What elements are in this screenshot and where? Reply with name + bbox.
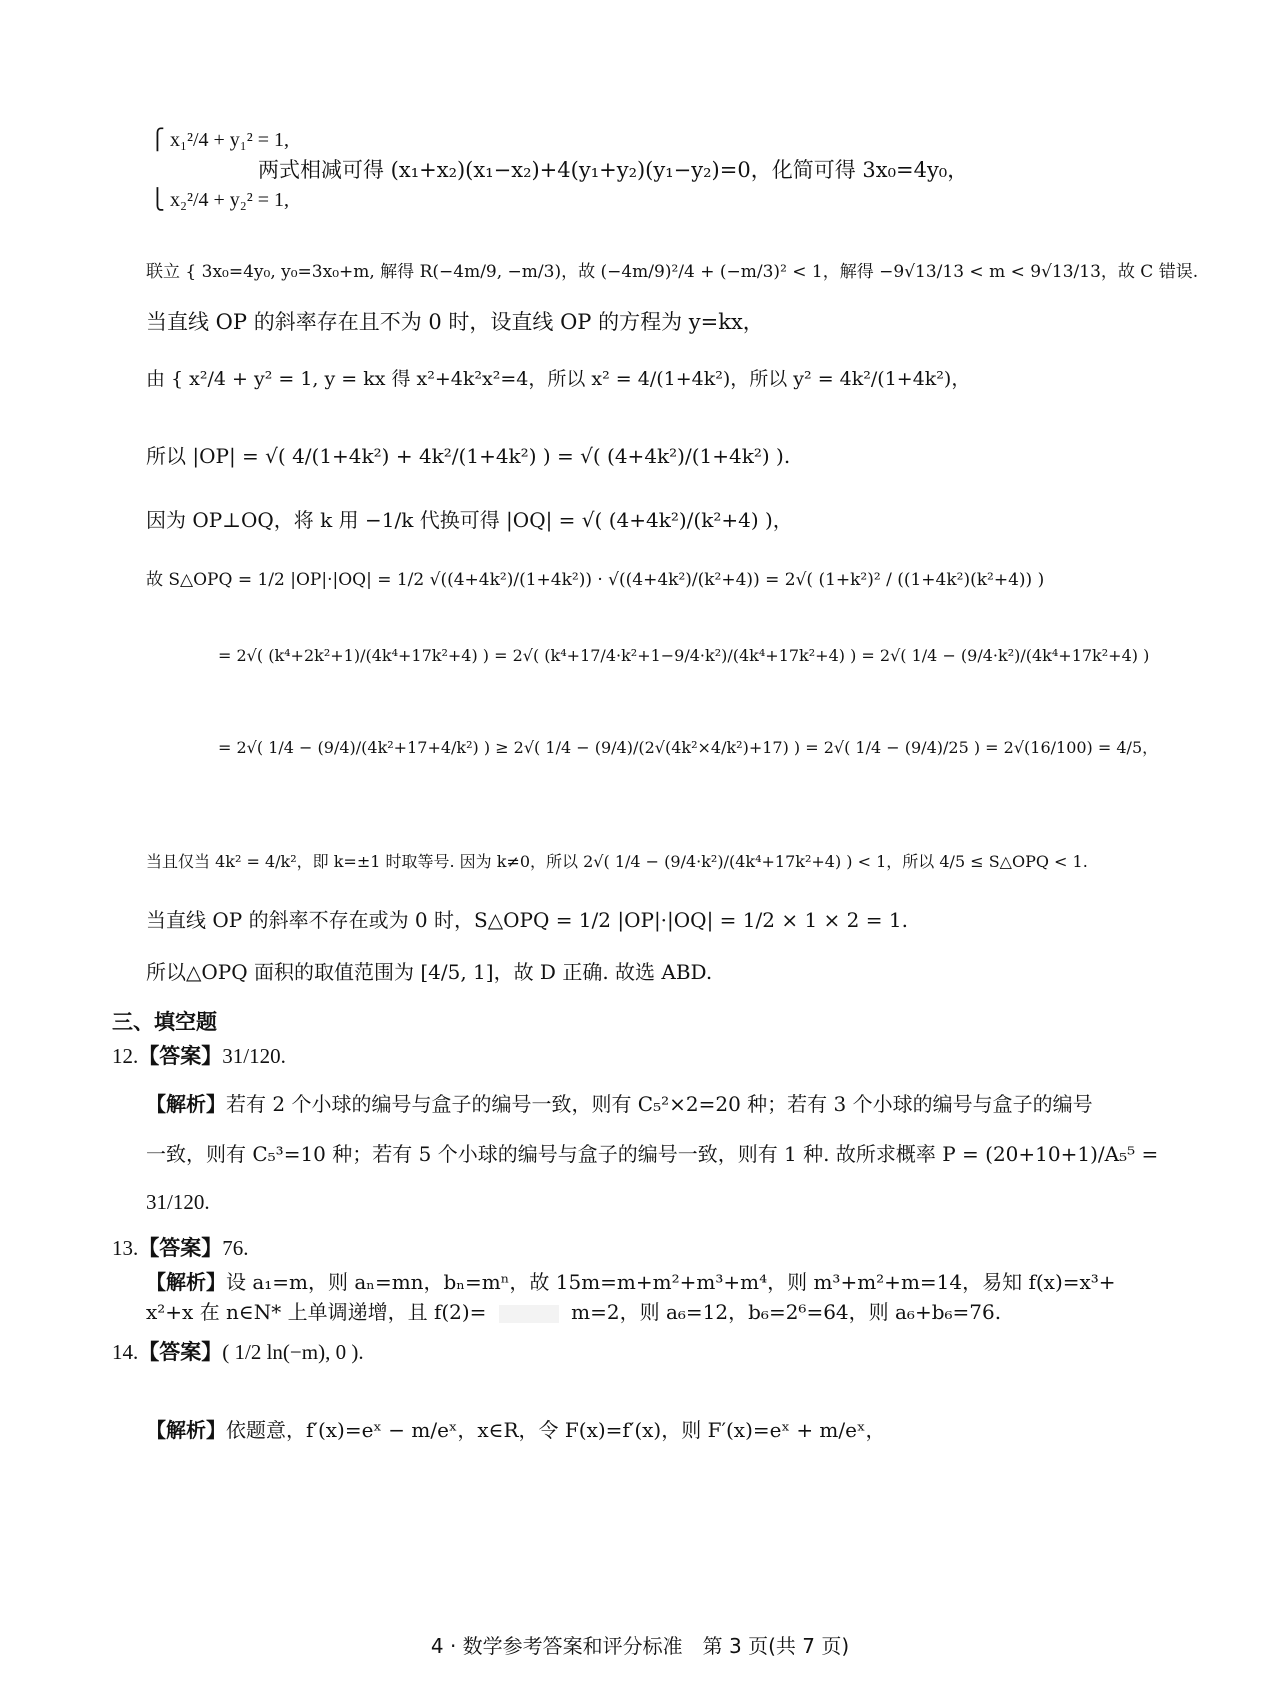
q12-analysis-3: 31/120. (146, 1190, 210, 1214)
q14-number: 14. (112, 1340, 139, 1364)
q14-answer-value: ( 1/2 ln(−m), 0 ). (222, 1340, 364, 1364)
q12-answer-value: 31/120. (222, 1044, 286, 1068)
zero-slope-case: 当直线 OP 的斜率不存在或为 0 时，S△OPQ = 1/2 |OP|·|OQ| = 1/2 × 1 × 2 = 1. (146, 908, 908, 932)
area-simplify-1: = 2√( (k⁴+2k²+1)/(4k⁴+17k²+4) ) = 2√( (k⁴+17/4·k²+1−9/4·k²)/(4k⁴+17k²+4) ) = 2√( 1/4 − (9/4·k²)/(4k⁴+17k²+4) ) (218, 646, 1150, 665)
q14-analysis-text: 依题意，f′(x)=eˣ − m/eˣ，x∈R，令 F(x)=f′(x)，则 F′(x)=eˣ + m/eˣ， (226, 1418, 886, 1442)
q14-analysis-1 (146, 1418, 885, 1442)
q13-analysis-2b: m=2，则 a₆=12，b₆=2⁶=64，则 a₆+b₆=76. (571, 1300, 1002, 1324)
equation-line-1: ⎧ x₁²/4 + y₁² = 1, (150, 129, 290, 151)
slope-case-line: 当直线 OP 的斜率存在且不为 0 时，设直线 OP 的方程为 y=kx， (146, 310, 764, 334)
q13-analysis-2a: x²+x 在 n∈N* 上单调递增，且 f(2)= (146, 1300, 487, 1324)
q13-analysis-1 (146, 1270, 1116, 1294)
equality-condition: 当且仅当 4k² = 4/k²，即 k=±1 时取等号. 因为 k≠0，所以 2√( 1/4 − (9/4·k²)/(4k⁴+17k²+4) ) < 1，所以 4/5 ≤ S△OPQ < 1. (146, 852, 1088, 871)
q12-answer-tag: 【答案】 (138, 1044, 223, 1068)
solve-r-line: 联立 { 3x₀=4y₀, y₀=3x₀+m, 解得 R(−4m/9, −m/3)，故 (−4m/9)²/4 + (−m/3)² < 1，解得 −9√13/13 < m < 9√13/13，故 C 错误. (146, 262, 1199, 282)
q14-answer (112, 1340, 364, 1365)
q14-analysis-tag: 【解析】 (146, 1418, 226, 1442)
q13-answer-tag: 【答案】 (138, 1236, 223, 1260)
q13-answer (112, 1236, 249, 1261)
q12-analysis-2: 一致，则有 C₅³=10 种；若有 5 个小球的编号与盒子的编号一致，则有 1 种. 故所求概率 P = (20+10+1)/A₅⁵ = (146, 1142, 1159, 1166)
section-heading-fill-blank: 三、填空题 (112, 1010, 217, 1034)
area-range-conclusion: 所以△OPQ 面积的取值范围为 [4/5, 1]，故 D 正确. 故选 ABD. (146, 960, 713, 984)
q13-analysis-text: 设 a₁=m，则 aₙ=mn，bₙ=mⁿ，故 15m=m+m²+m³+m⁴，则 m³+m²+m=14，易知 f(x)=x³+ (226, 1270, 1116, 1294)
area-formula: 故 S△OPQ = 1/2 |OP|·|OQ| = 1/2 √((4+4k²)/(1+4k²)) · √((4+4k²)/(k²+4)) = 2√( (1+k²)² / ((1+4k²)(k²+4)) ) (146, 570, 1045, 590)
q13-answer-value: 76. (222, 1236, 249, 1260)
op-length: 所以 |OP| = √( 4/(1+4k²) + 4k²/(1+4k²) ) = √( (4+4k²)/(1+4k²) ). (146, 444, 791, 468)
equation-line-2: ⎩ x₂²/4 + y₂² = 1, (150, 189, 290, 211)
scan-blot (499, 1305, 559, 1323)
area-simplify-2: = 2√( 1/4 − (9/4)/(4k²+17+4/k²) ) ≥ 2√( 1/4 − (9/4)/(2√(4k²×4/k²)+17) ) = 2√( 1/4 − (9/4)/25 ) = 2√(16/100) = 4/5， (218, 738, 1159, 757)
q12-number: 12. (112, 1044, 139, 1068)
subtraction-step: 两式相减可得 (x₁+x₂)(x₁−x₂)+4(y₁+y₂)(y₁−y₂)=0，化简可得 3x₀=4y₀， (258, 158, 969, 182)
q13-number: 13. (112, 1236, 139, 1260)
q12-answer (112, 1044, 286, 1069)
q14-answer-tag: 【答案】 (138, 1340, 223, 1364)
system-with-line: 由 { x²/4 + y² = 1, y = kx 得 x²+4k²x²=4，所以 x² = 4/(1+4k²)，所以 y² = 4k²/(1+4k²)， (146, 368, 971, 390)
q13-analysis-2 (146, 1300, 1001, 1324)
q13-analysis-tag: 【解析】 (146, 1270, 226, 1294)
q12-analysis-tag: 【解析】 (146, 1092, 226, 1116)
page-footer: 4 · 数学参考答案和评分标准 第 3 页(共 7 页) (430, 1634, 850, 1658)
q12-analysis-1 (146, 1092, 1093, 1116)
oq-length: 因为 OP⊥OQ，将 k 用 −1/k 代换可得 |OQ| = √( (4+4k²)/(k²+4) )， (146, 508, 793, 532)
q12-analysis-text: 若有 2 个小球的编号与盒子的编号一致，则有 C₅²×2=20 种；若有 3 个小球的编号与盒子的编号 (226, 1092, 1093, 1116)
